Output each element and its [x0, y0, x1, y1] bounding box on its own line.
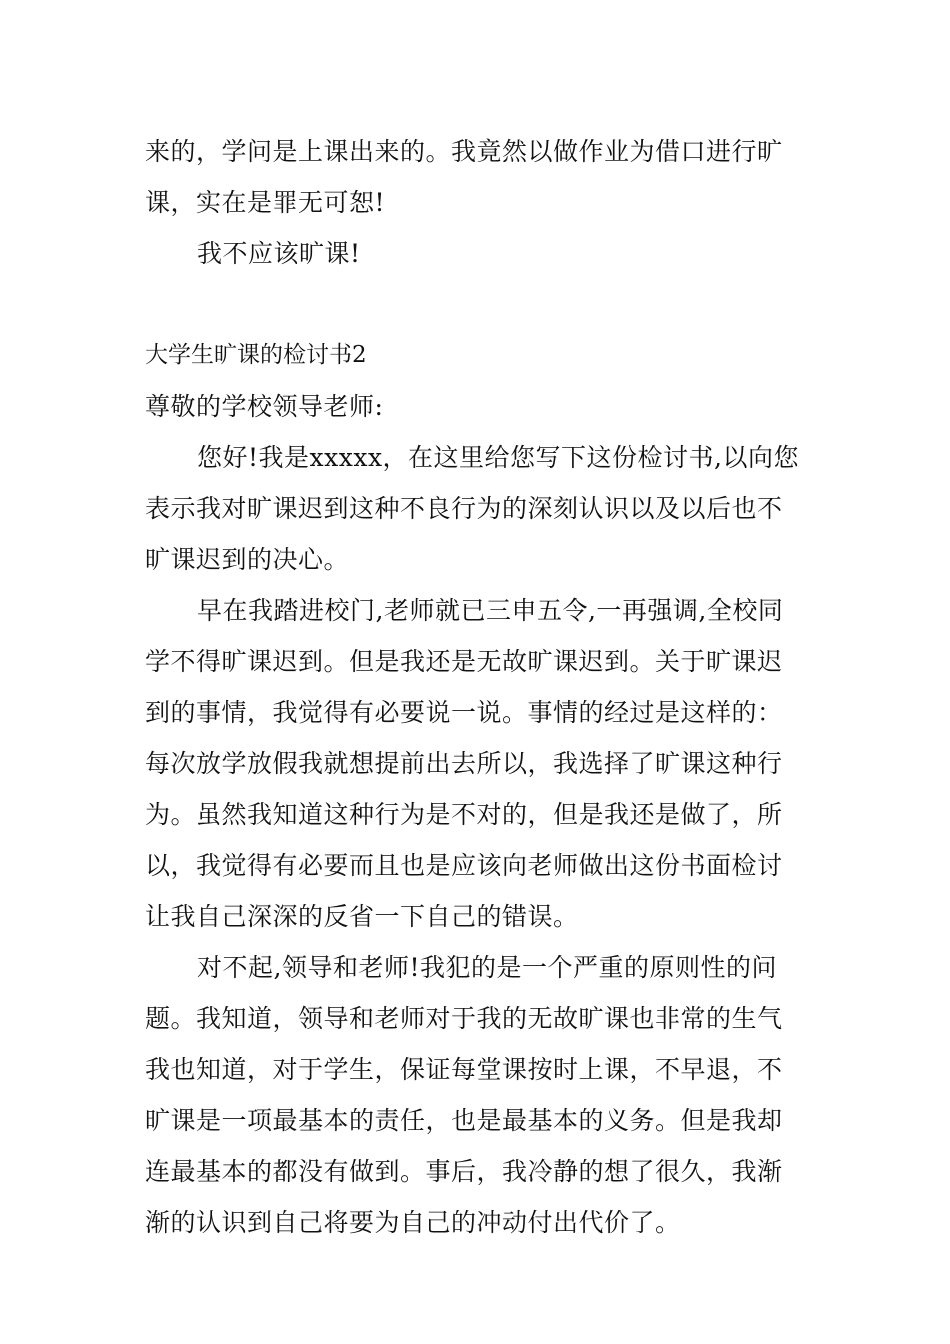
- text-line: 为。虽然我知道这种行为是不对的，但是我还是做了，所: [145, 800, 783, 829]
- text-line: 连最基本的都没有做到。事后，我冷静的想了很久，我渐: [145, 1157, 783, 1186]
- text-line: 旷课迟到的决心。: [145, 545, 350, 574]
- section-title: 大学生旷课的检讨书2: [145, 342, 367, 368]
- paragraph-account: [145, 585, 805, 942]
- text-line: 让我自己深深的反省一下自己的错误。: [145, 902, 579, 931]
- closing-line: 我不应该旷课!: [197, 239, 361, 268]
- text-line: 您好!我是xxxxx，在这里给您写下这份检讨书,以向您: [197, 443, 799, 472]
- text-line: 来的，学问是上课出来的。我竟然以做作业为借口进行旷: [145, 137, 783, 166]
- text-line: 学不得旷课迟到。但是我还是无故旷课迟到。关于旷课迟: [145, 647, 783, 676]
- text-line: 每次放学放假我就想提前出去所以，我选择了旷课这种行: [145, 749, 783, 778]
- text-line: 题。我知道，领导和老师对于我的无故旷课也非常的生气: [145, 1004, 783, 1033]
- text-line: 渐的认识到自己将要为自己的冲动付出代价了。: [145, 1208, 681, 1237]
- text-line: 早在我踏进校门,老师就已三申五令,一再强调,全校同: [197, 596, 784, 625]
- text-line: 到的事情，我觉得有必要说一说。事情的经过是这样的：: [145, 698, 783, 727]
- text-line: 以，我觉得有必要而且也是应该向老师做出这份书面检讨: [145, 851, 783, 880]
- blank-line: [145, 279, 805, 330]
- text-line: 表示我对旷课迟到这种不良行为的深刻认识以及以后也不: [145, 494, 783, 523]
- text-line: 我也知道，对于学生，保证每堂课按时上课，不早退，不: [145, 1055, 783, 1084]
- text-line: 旷课是一项最基本的责任，也是最基本的义务。但是我却: [145, 1106, 783, 1135]
- paragraph-apology: [145, 942, 805, 1248]
- text-line: 对不起,领导和老师!我犯的是一个严重的原则性的问: [197, 953, 777, 982]
- text-line: 课，实在是罪无可恕!: [145, 188, 386, 217]
- document-body: [145, 126, 805, 1248]
- salutation: 尊敬的学校领导老师:: [145, 392, 384, 421]
- paragraph-greeting: [145, 432, 805, 585]
- continuation-paragraph: [145, 126, 805, 228]
